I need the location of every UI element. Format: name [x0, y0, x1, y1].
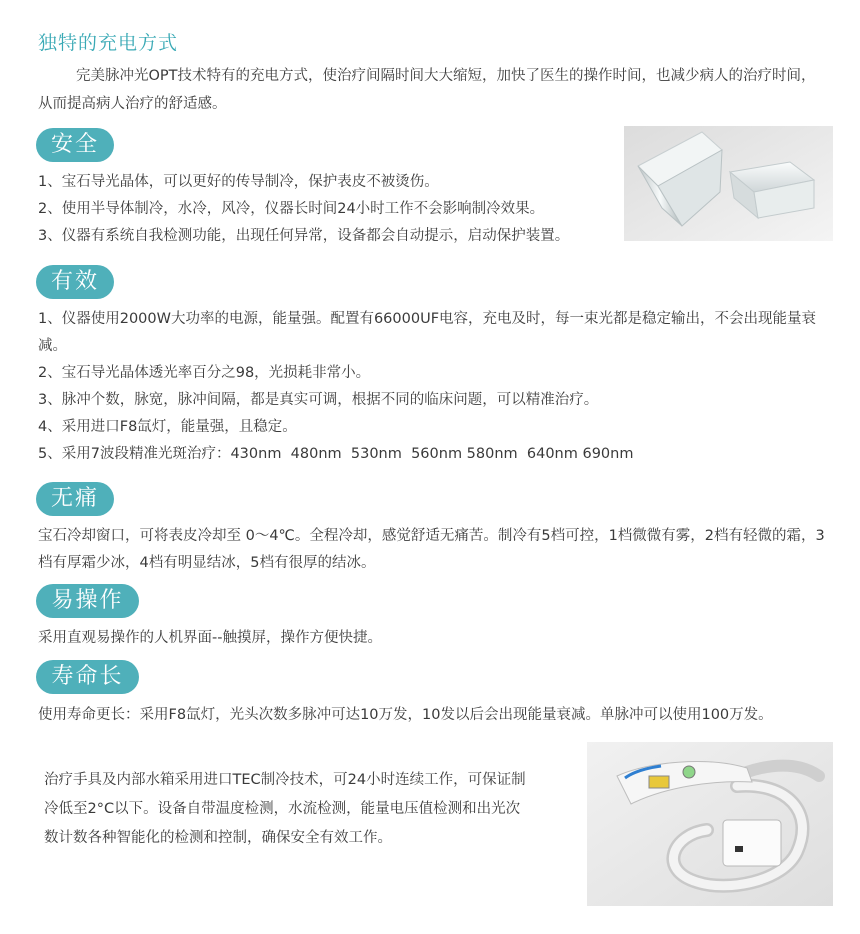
list-item: 2、使用半导体制冷，水冷，风冷，仪器长时间24小时工作不会影响制冷效果。	[38, 201, 545, 217]
section-badge-easy: 易操作	[36, 584, 139, 618]
safety-list	[38, 169, 628, 250]
list-item: 4、采用进口F8氙灯，能量强，且稳定。	[38, 419, 297, 435]
section-badge-painless: 无痛	[36, 482, 114, 516]
crystal-photo	[624, 126, 833, 241]
list-item: 3、脉冲个数，脉宽，脉冲间隔，都是真实可调，根据不同的临床问题，可以精准治疗。	[38, 392, 599, 408]
section-badge-safety: 安全	[36, 128, 114, 162]
handpiece-image	[587, 742, 833, 906]
painless-paragraph: 宝石冷却窗口，可将表皮冷却至 0～4℃。全程冷却，感觉舒适无痛苦。制冷有5档可控，1档微微有雾，2档有轻微的霜，3档有厚霜少冰，4档有明显结冰，5档有很厚的结冰。	[38, 528, 825, 571]
list-item: 1、仪器使用2000W大功率的电源，能量强。配置有66000UF电容，充电及时，每一束光都是稳定输出，不会出现能量衰减。	[38, 311, 817, 354]
crystal-image	[624, 126, 833, 241]
list-item: 5、采用7波段精准光斑治疗：430nm 480nm 530nm 560nm 580nm 640nm 690nm	[38, 446, 634, 462]
page-title: 独特的充电方式	[38, 32, 179, 54]
list-item: 2、宝石导光晶体透光率百分之98，光损耗非常小。	[38, 365, 371, 381]
lifespan-paragraph: 使用寿命更长：采用F8氙灯，光头次数多脉冲可达10万发，10发以后会出现能量衰减。单脉冲可以使用100万发。	[38, 707, 773, 723]
section-badge-lifespan: 寿命长	[36, 660, 139, 694]
handpiece-photo	[587, 742, 833, 906]
intro-text: 完美脉冲光OPT技术特有的充电方式，使治疗间隔时间大大缩短，加快了医生的操作时间，也减少病人的治疗时间，从而提高病人治疗的舒适感。	[38, 68, 816, 112]
list-item: 1、宝石导光晶体，可以更好的传导制冷，保护表皮不被烫伤。	[38, 174, 439, 190]
section-badge-effective: 有效	[36, 265, 114, 299]
effective-list	[38, 306, 828, 468]
easy-paragraph: 采用直观易操作的人机界面--触摸屏，操作方便快捷。	[38, 630, 382, 646]
intro-paragraph	[38, 62, 828, 118]
cooling-paragraph: 治疗手具及内部水箱采用进口TEC制冷技术，可24小时连续工作，可保证制冷低至2°C以下。设备自带温度检测，水流检测，能量电压值检测和出光次数计数各种智能化的检测和控制，确保安全有效工作。	[44, 772, 526, 846]
list-item: 3、仪器有系统自我检测功能，出现任何异常，设备都会自动提示，启动保护装置。	[38, 228, 570, 244]
